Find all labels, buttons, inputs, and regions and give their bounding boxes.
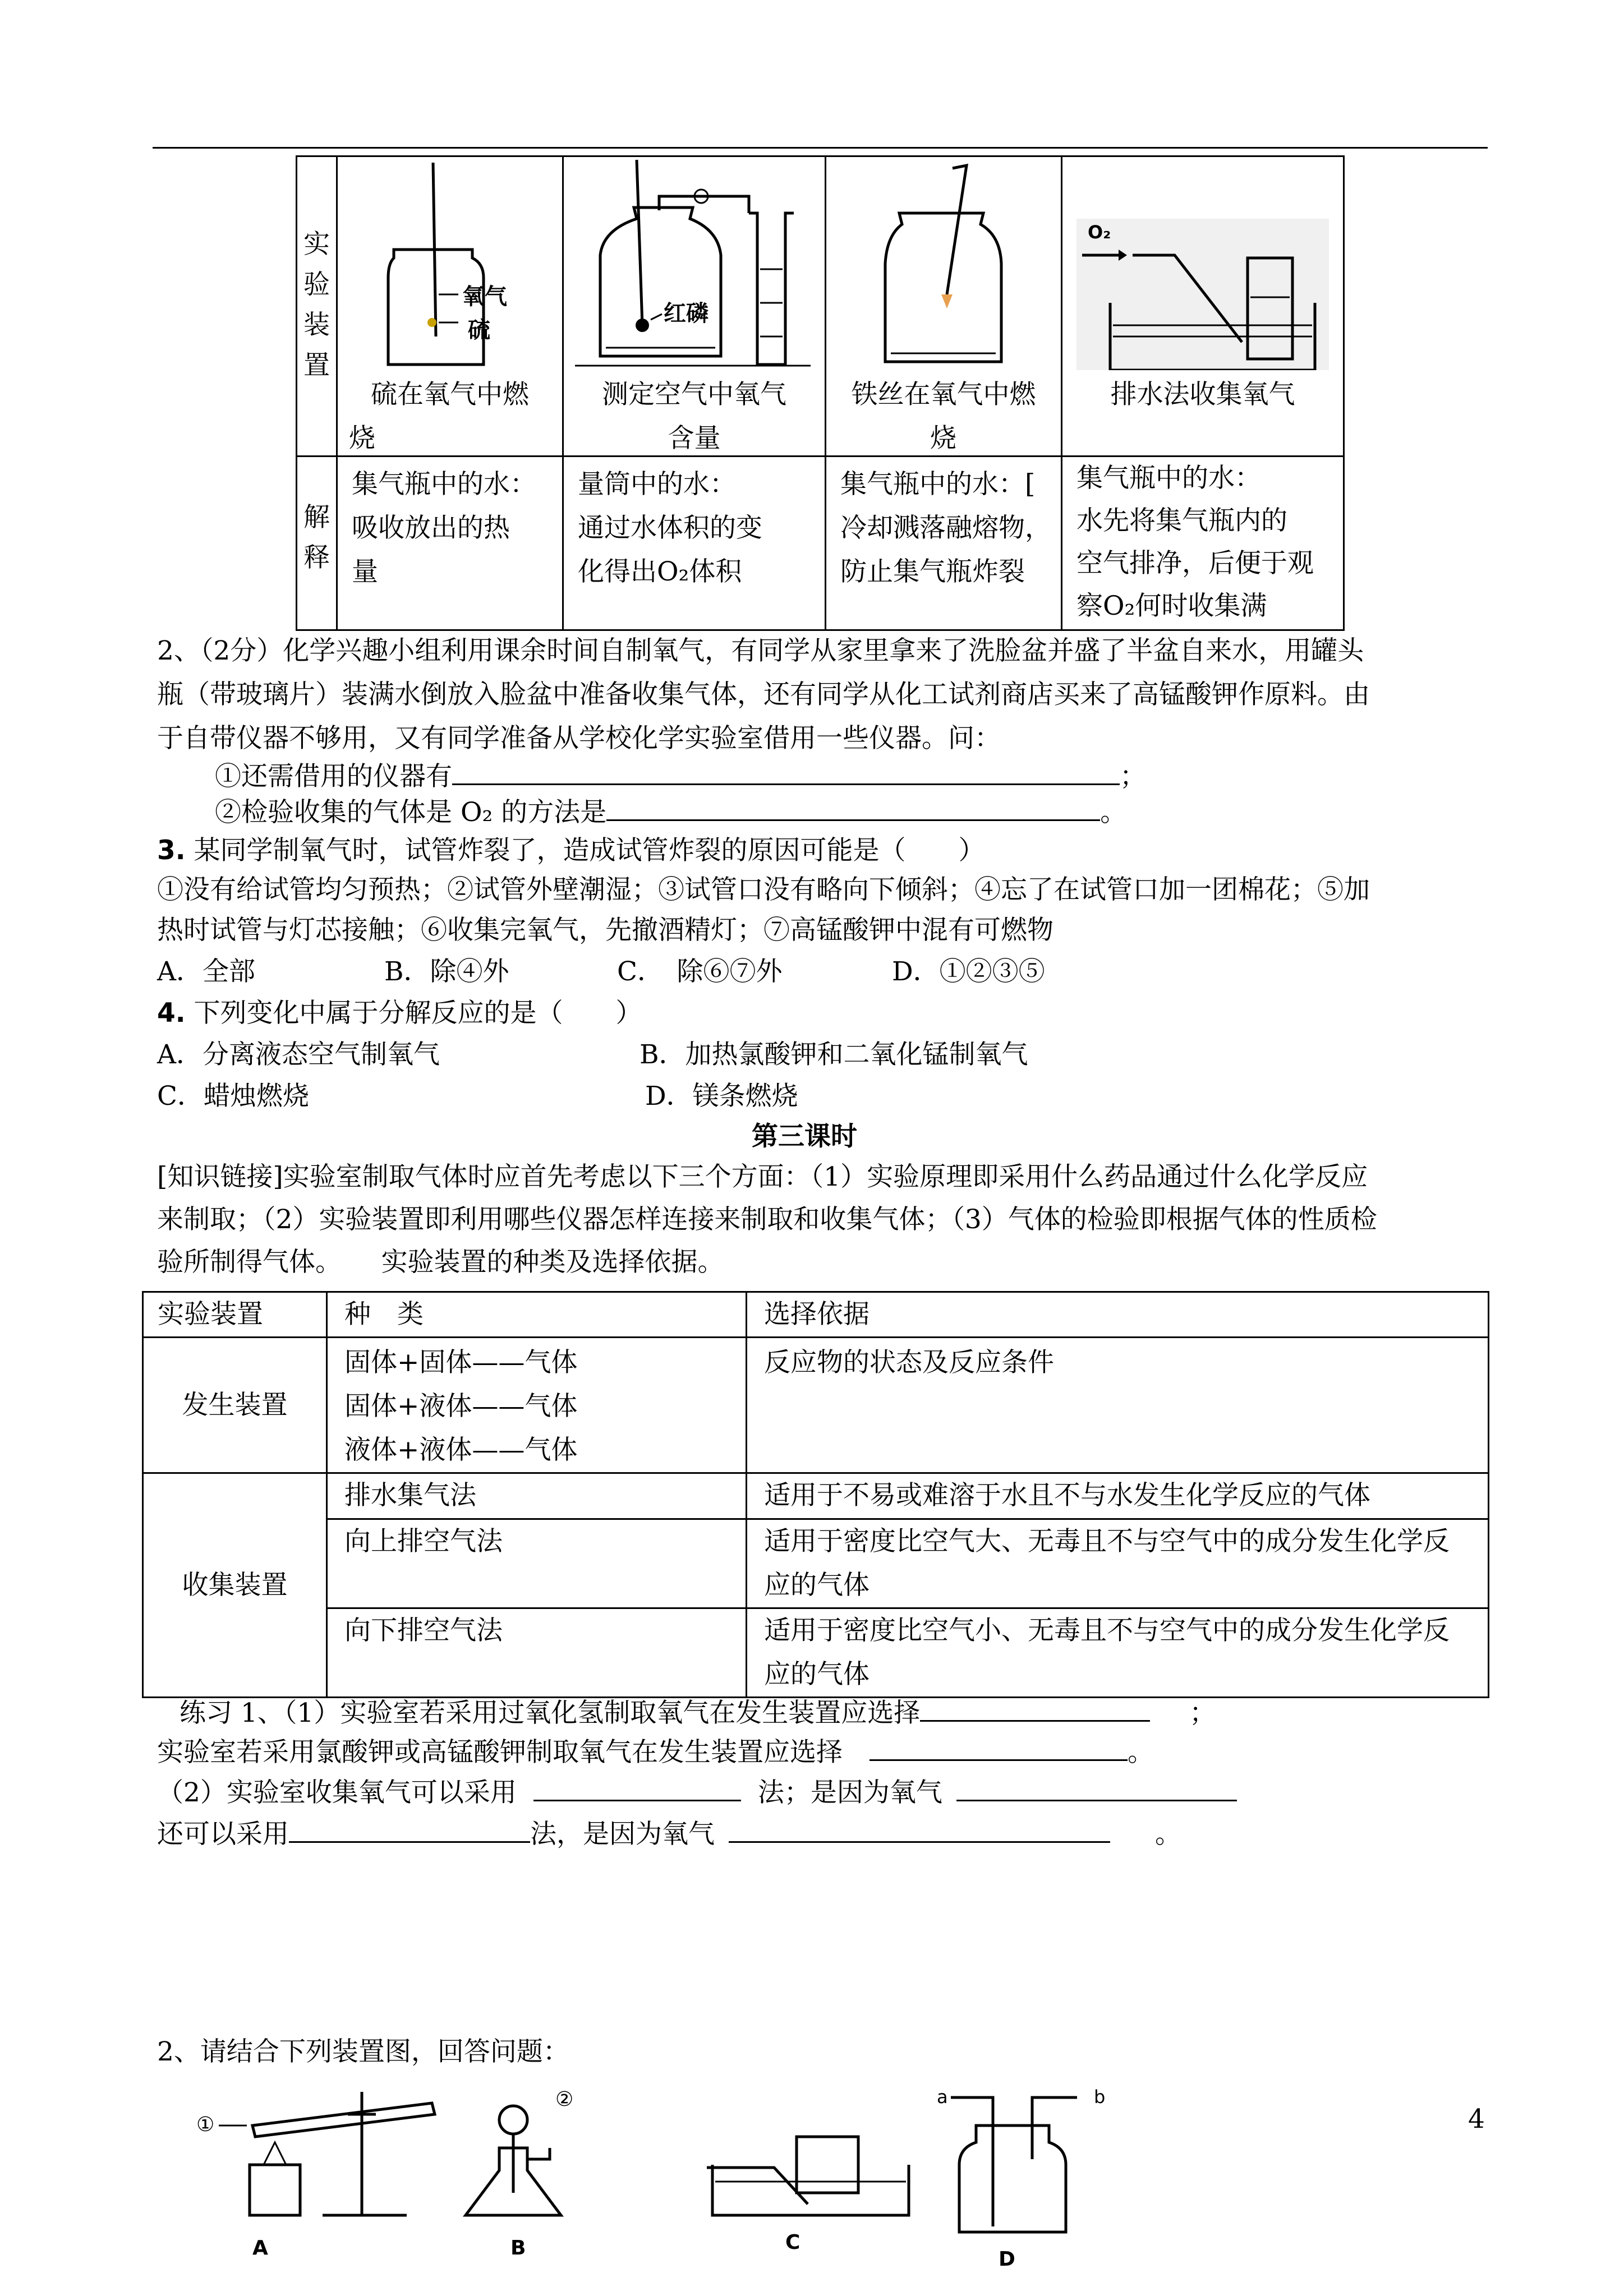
explain-air-oxygen-1: 量筒中的水： — [578, 469, 736, 500]
practice-l3-blank-2[interactable] — [956, 1775, 1237, 1801]
practice-l4-prefix: 还可以采用 — [157, 1819, 289, 1850]
dev-col-kind-1-text: 排水集气法 — [344, 1480, 476, 1511]
dev-header-apparatus — [143, 1292, 327, 1338]
explain-iron-wire — [826, 457, 1062, 630]
explain-sulfur — [337, 457, 563, 630]
q4-option-b[interactable]: B．加热氯酸钾和二氧化锰制氧气 — [640, 1039, 1028, 1070]
caption-iron-wire-2: 烧 — [930, 423, 956, 454]
row-header-apparatus-text: 实验装置 — [303, 229, 330, 381]
q3-stem — [157, 829, 985, 873]
dev-col-basis-1 — [747, 1473, 1489, 1519]
explain-water-collection-3: 空气排净，后便于观 — [1076, 548, 1314, 579]
label-oxygen: 氧气 — [462, 284, 507, 310]
practice-l4-blank-1[interactable] — [289, 1816, 530, 1843]
dev-col-basis-2a: 适用于密度比空气大、无毒且不与空气中的成分发生化学反 — [764, 1526, 1450, 1557]
dev-gen-kind-2: 固体+液体——气体 — [344, 1391, 578, 1422]
q3-number: 3. — [157, 835, 186, 866]
practice-l2-prefix: 实验室若采用氯酸钾或高锰酸钾制取氧气在发生装置应选择 — [157, 1737, 843, 1768]
page-number: 4 — [1468, 2104, 1485, 2134]
q4-number: 4. — [157, 998, 186, 1029]
caption-sulfur-2: 烧 — [349, 423, 375, 454]
cell-iron-wire — [826, 156, 1062, 457]
q3-option-c[interactable]: C． 除⑥⑦外 — [617, 956, 783, 987]
explain-air-oxygen-2: 通过水体积的变 — [578, 513, 762, 543]
explain-sulfur-3: 量 — [352, 556, 378, 587]
practice-l3-prefix: （2）实验室收集氧气可以采用 — [157, 1777, 517, 1808]
dev-gen-label-text: 发生装置 — [182, 1389, 288, 1421]
practice-l2-blank[interactable] — [869, 1735, 1128, 1761]
cell-water-collection — [1062, 156, 1344, 457]
q2-line-2: 瓶（带玻璃片）装满水倒放入脸盆中准备收集气体，还有同学从化工试剂商店买来了高锰酸钾作原料。由 — [157, 679, 1370, 710]
explain-iron-wire-2: 冷却溅落融熔物， — [840, 513, 1051, 543]
dev-gen-basis-text: 反应物的状态及反应条件 — [764, 1347, 1054, 1378]
row-header-apparatus — [297, 156, 337, 457]
explain-iron-wire-3: 防止集气瓶炸裂 — [840, 556, 1025, 587]
dev-gen-basis — [747, 1338, 1489, 1473]
dev-gen-kind-3: 液体+液体——气体 — [344, 1435, 578, 1465]
dev-header-apparatus-text: 实验装置 — [158, 1299, 263, 1330]
dev-col-basis-1-text: 适用于不易或难溶于水且不与水发生化学反应的气体 — [764, 1480, 1370, 1511]
q2-line-1: 2、（2分）化学兴趣小组利用课余时间自制氧气，有同学从家里拿来了洗脸盆并盛了半盆自来水，用罐头 — [157, 635, 1364, 666]
dev-col-kind-3 — [327, 1608, 747, 1698]
dev-col-kind-2-text: 向上排空气法 — [344, 1526, 503, 1557]
label-o2-water: O₂ — [1088, 222, 1111, 243]
dev-col-basis-3b: 应的气体 — [764, 1659, 869, 1690]
dev-gen-kinds — [327, 1338, 747, 1473]
q3-option-a[interactable]: A．全部 — [157, 956, 255, 987]
practice-l4-blank-2[interactable] — [729, 1816, 1110, 1843]
dev-col-label-text: 收集装置 — [182, 1569, 288, 1601]
q2-sub-2 — [215, 791, 1126, 835]
dev-col-basis-3a: 适用于密度比空气小、无毒且不与空气中的成分发生化学反 — [764, 1615, 1450, 1646]
practice-l2-suffix: 。 — [1128, 1737, 1154, 1768]
header-rule — [153, 147, 1488, 149]
practice-line-3 — [157, 1771, 1237, 1815]
row-header-explain-text: 解释 — [303, 502, 330, 573]
iron-wire-apparatus-drawing — [826, 157, 1061, 370]
label-sulfur: 硫 — [468, 317, 490, 343]
q2-sub-1-blank[interactable] — [452, 759, 1120, 785]
q2-line-3: 于自带仪器不够用，又有同学准备从学校化学实验室借用一些仪器。问： — [157, 723, 1001, 754]
dev-header-basis — [747, 1292, 1489, 1338]
q2-sub-2-suffix: 。 — [1100, 797, 1127, 828]
q3-option-b[interactable]: B．除④外 — [384, 956, 509, 987]
q4-option-d[interactable]: D．镁条燃烧 — [645, 1081, 798, 1112]
caption-air-oxygen-1: 测定空气中氧气 — [602, 379, 786, 410]
figure-b — [466, 2088, 573, 2260]
figure-d-label: D — [999, 2248, 1015, 2271]
q4-stem-text: 下列变化中属于分解反应的是（ ） — [194, 998, 642, 1029]
figure-a-label: A — [252, 2237, 268, 2260]
dev-col-kind-1 — [327, 1473, 747, 1519]
q2b-text: 2、请结合下列装置图，回答问题： — [157, 2036, 569, 2067]
dev-col-basis-3 — [747, 1608, 1489, 1698]
q3-option-d[interactable]: D．①②③⑤ — [892, 956, 1045, 987]
row-header-explain — [297, 457, 337, 630]
practice-line-1 — [180, 1691, 1216, 1735]
knowledge-line-3: 验所制得气体。 实验装置的种类及选择依据。 — [157, 1247, 724, 1278]
q4-stem — [157, 992, 642, 1035]
dev-header-kind — [327, 1292, 747, 1338]
q3-line-2: 热时试管与灯芯接触；⑥收集完氧气，先撤酒精灯；⑦高锰酸钾中混有可燃物 — [157, 915, 1053, 946]
section-title: 第三课时 — [752, 1121, 857, 1152]
q2-sub-1-suffix: ； — [1120, 761, 1146, 792]
figure-d-mark-b: b — [1094, 2086, 1106, 2108]
q3-line-1: ①没有给试管均匀预热；②试管外壁潮湿；③试管口没有略向下倾斜；④忘了在试管口加一团棉花；⑤加 — [157, 874, 1370, 905]
q4-option-c[interactable]: C．蜡烛燃烧 — [157, 1081, 309, 1112]
dev-gen-label — [143, 1338, 327, 1473]
knowledge-line-1: [知识链接]实验室制取气体时应首先考虑以下三个方面：（1）实验原理即采用什么药品通过什么化学反应 — [157, 1161, 1368, 1192]
explain-water-collection-4: 察O₂何时收集满 — [1076, 591, 1267, 621]
sulfur-apparatus-drawing — [338, 157, 562, 370]
practice-l1-suffix: ； — [1189, 1698, 1216, 1728]
dev-gen-kind-1: 固体+固体——气体 — [344, 1347, 578, 1378]
practice-l3-mid: 法；是因为氧气 — [757, 1777, 942, 1808]
practice-l4-suffix: 。 — [1155, 1819, 1181, 1850]
explain-sulfur-2: 吸收放出的热 — [352, 513, 510, 543]
figure-c — [707, 2137, 909, 2254]
cell-sulfur — [337, 156, 563, 457]
cell-air-oxygen — [563, 156, 826, 457]
caption-air-oxygen-2: 含量 — [668, 423, 721, 454]
dev-col-kind-2 — [327, 1519, 747, 1608]
explain-sulfur-1: 集气瓶中的水： — [352, 469, 536, 500]
apparatus-figures — [185, 2081, 1167, 2277]
explain-water-collection-2: 水先将集气瓶内的 — [1076, 505, 1287, 536]
experiment-table — [296, 155, 1345, 631]
dev-col-label — [143, 1473, 327, 1698]
q4-option-a[interactable]: A．分离液态空气制氧气 — [157, 1039, 440, 1070]
dev-col-basis-2 — [747, 1519, 1489, 1608]
explain-air-oxygen-3: 化得出O₂体积 — [578, 556, 742, 587]
device-table — [142, 1291, 1489, 1698]
dev-col-basis-2b: 应的气体 — [764, 1570, 869, 1601]
explain-water-collection — [1062, 457, 1344, 630]
figure-b-label: B — [510, 2237, 526, 2260]
figure-d-mark-a: a — [937, 2086, 948, 2108]
water-collection-apparatus-drawing — [1062, 157, 1343, 370]
figure-a-mark: ① — [196, 2113, 215, 2136]
caption-iron-wire-1: 铁丝在氧气中燃 — [851, 379, 1036, 410]
figure-a — [196, 2092, 435, 2260]
explain-iron-wire-1: 集气瓶中的水：[ — [840, 469, 1036, 500]
dev-header-basis-text: 选择依据 — [764, 1299, 869, 1330]
explain-water-collection-1: 集气瓶中的水： — [1076, 463, 1261, 494]
practice-l1-blank[interactable] — [920, 1695, 1150, 1722]
practice-line-2 — [157, 1731, 1154, 1774]
dev-col-kind-3-text: 向下排空气法 — [344, 1615, 503, 1646]
q3-stem-text: 某同学制氧气时，试管炸裂了，造成试管炸裂的原因可能是（ ） — [194, 835, 985, 866]
practice-l3-blank-1[interactable] — [533, 1775, 741, 1801]
air-oxygen-apparatus-drawing — [564, 157, 825, 370]
caption-water-collection-1: 排水法收集氧气 — [1110, 379, 1295, 410]
q2-sub-1-prefix: ①还需借用的仪器有 — [215, 761, 452, 792]
q2-sub-2-blank[interactable] — [606, 795, 1100, 821]
caption-sulfur-1: 硫在氧气中燃 — [371, 379, 529, 410]
knowledge-line-2: 来制取；（2）实验装置即利用哪些仪器怎样连接来制取和收集气体；（3）气体的检验即根据气体的性质检 — [157, 1204, 1377, 1235]
practice-line-4 — [157, 1813, 1181, 1856]
figure-d — [937, 2086, 1105, 2271]
dev-header-kind-text: 种 类 — [344, 1299, 424, 1330]
figure-c-label: C — [785, 2231, 801, 2254]
practice-l4-mid: 法，是因为氧气 — [530, 1819, 715, 1850]
figure-b-mark: ② — [555, 2088, 574, 2111]
explain-air-oxygen — [563, 457, 826, 630]
q2-sub-2-prefix: ②检验收集的气体是 O₂ 的方法是 — [215, 797, 607, 828]
practice-l1-prefix: 练习 1、（1）实验室若采用过氧化氢制取氧气在发生装置应选择 — [180, 1698, 921, 1728]
label-red-phosphorus: 红磷 — [664, 301, 709, 326]
